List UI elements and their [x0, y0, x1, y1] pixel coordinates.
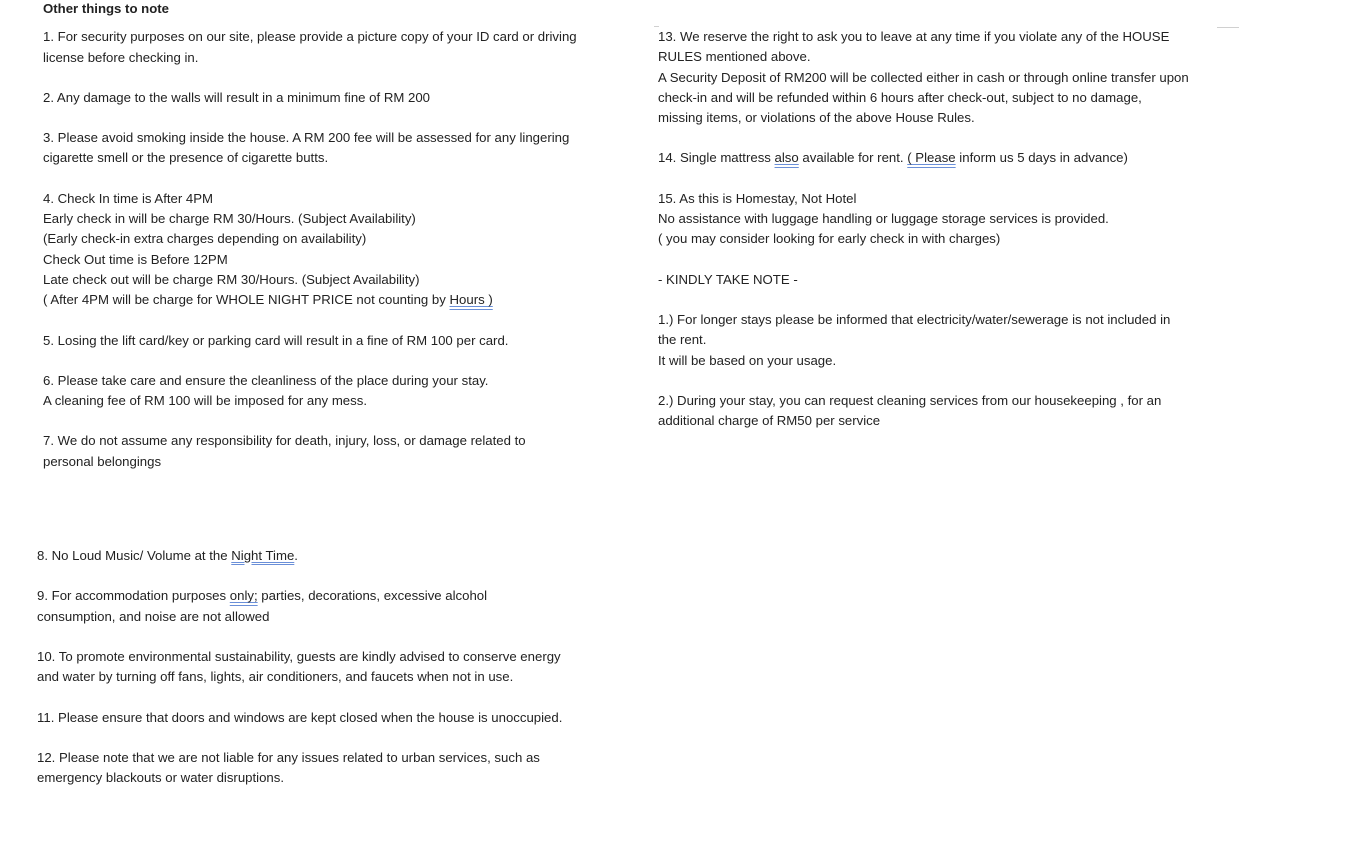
rule-14-middle: available for rent.	[798, 150, 908, 166]
rule-8-line-1	[37, 546, 623, 566]
kindly-take-note	[658, 270, 1238, 290]
please-flagged-word[interactable]: ( Please	[907, 150, 956, 166]
rule-7	[43, 431, 623, 472]
rule-11-line-1: 11. Please ensure that doors and windows are kept closed when the house is unoccupied.	[37, 709, 563, 725]
rule-14	[658, 148, 1238, 168]
rule-4-line-5: Late check out will be charge RM 30/Hours. (Subject Availability)	[43, 271, 420, 287]
rule-3	[43, 128, 623, 169]
rule-6-line-1: 6. Please take care and ensure the cleanliness of the place during your stay.	[43, 372, 489, 388]
rule-1	[43, 27, 623, 68]
rule-12-line-2: emergency blackouts or water disruptions.	[37, 770, 285, 786]
section-heading: Other things to note	[43, 1, 170, 16]
rule-8-suffix: .	[294, 548, 298, 564]
rule-9-line-2: consumption, and noise are not allowed	[37, 608, 270, 624]
only-flagged-word[interactable]: only;	[229, 588, 258, 604]
rule-13-line-4: check-in and will be refunded within 6 hours after check-out, subject to no damage,	[658, 89, 1142, 105]
rule-8	[37, 546, 623, 566]
note-1-line-1: 1.) For longer stays please be informed that electricity/water/sewerage is not included in	[658, 311, 1171, 327]
rule-4-line-6	[43, 290, 623, 310]
blank-space	[43, 492, 623, 546]
rule-8-text: 8. No Loud Music/ Volume at the	[37, 548, 232, 564]
rule-4	[43, 189, 623, 311]
hours-flagged-word[interactable]: Hours )	[449, 292, 493, 308]
note-1-line-2: the rent.	[658, 332, 707, 348]
rule-9-line-1	[37, 586, 623, 606]
note-2	[658, 391, 1238, 432]
also-flagged-word[interactable]: also	[774, 150, 799, 166]
rule-13-line-3: A Security Deposit of RM200 will be collected either in cash or through online transfer upon	[658, 69, 1189, 85]
rule-4-line-2: Early check in will be charge RM 30/Hours. (Subject Availability)	[43, 211, 416, 227]
rule-11	[37, 708, 623, 728]
rule-13-line-1: 13. We reserve the right to ask you to leave at any time if you violate any of the HOUSE	[658, 29, 1170, 44]
rule-4-line-1: 4. Check In time is After 4PM	[43, 190, 214, 206]
rule-7-line-1: 7. We do not assume any responsibility for death, injury, loss, or damage related to	[43, 433, 526, 449]
rule-4-line-3: (Early check-in extra charges depending on availability)	[43, 231, 367, 247]
rule-14-suffix: inform us 5 days in advance)	[955, 150, 1128, 166]
rule-1-line-2: license before checking in.	[43, 49, 199, 65]
rule-5-line-1: 5. Losing the lift card/key or parking card will result in a fine of RM 100 per card.	[43, 332, 509, 348]
left-column	[37, 0, 623, 808]
rule-10-line-1: 10. To promote environmental sustainability, guests are kindly advised to conserve energy	[37, 648, 561, 664]
rule-3-line-1: 3. Please avoid smoking inside the house. A RM 200 fee will be assessed for any lingering	[43, 130, 570, 146]
note-1-line-3: It will be based on your usage.	[658, 352, 837, 368]
rule-6-line-2: A cleaning fee of RM 100 will be imposed for any mess.	[43, 393, 367, 409]
rule-10	[37, 647, 623, 688]
rule-12	[37, 748, 623, 789]
rule-4-line-4: Check Out time is Before 12PM	[43, 251, 228, 267]
note-2-line-1: 2.) During your stay, you can request cleaning services from our housekeeping , for an	[658, 392, 1162, 408]
rule-13-line-5: missing items, or violations of the above House Rules.	[658, 110, 975, 126]
rule-5	[43, 331, 623, 351]
rule-12-line-1: 12. Please note that we are not liable for any issues related to urban services, such as	[37, 749, 540, 765]
rule-9	[37, 586, 623, 627]
rule-3-line-2: cigarette smell or the presence of cigarette butts.	[43, 150, 329, 166]
rule-14-text: 14. Single mattress	[658, 150, 775, 166]
rule-13	[658, 27, 1238, 128]
rule-7-line-2: personal belongings	[43, 453, 162, 469]
rule-2-line-1: 2. Any damage to the walls will result in a minimum fine of RM 200	[43, 89, 431, 105]
rule-4-line-6-text: ( After 4PM will be charge for WHOLE NIGHT PRICE not counting by	[43, 292, 450, 308]
note-1	[658, 310, 1238, 371]
right-column	[658, 27, 1238, 451]
rule-2	[43, 88, 623, 108]
kindly-take-note-label: - KINDLY TAKE NOTE -	[658, 271, 798, 287]
rule-15-line-1: 15. As this is Homestay, Not Hotel	[658, 190, 857, 206]
rule-14-line-1	[658, 148, 1238, 168]
rule-1-line-1: 1. For security purposes on our site, please provide a picture copy of your ID card or driving	[43, 29, 577, 45]
night-time-flagged-word[interactable]: Night Time	[231, 548, 295, 564]
rule-9-suffix: parties, decorations, excessive alcohol	[257, 588, 488, 604]
rule-13-line-2: RULES mentioned above.	[658, 49, 811, 65]
rule-15-line-2: No assistance with luggage handling or luggage storage services is provided.	[658, 211, 1109, 227]
rule-15-line-3: ( you may consider looking for early check in with charges)	[658, 231, 1001, 247]
rule-9-text: 9. For accommodation purposes	[37, 588, 230, 604]
rule-6	[43, 371, 623, 412]
note-2-line-2: additional charge of RM50 per service	[658, 413, 881, 429]
rule-15	[658, 189, 1238, 250]
rule-10-line-2: and water by turning off fans, lights, air conditioners, and faucets when not in use.	[37, 669, 514, 685]
